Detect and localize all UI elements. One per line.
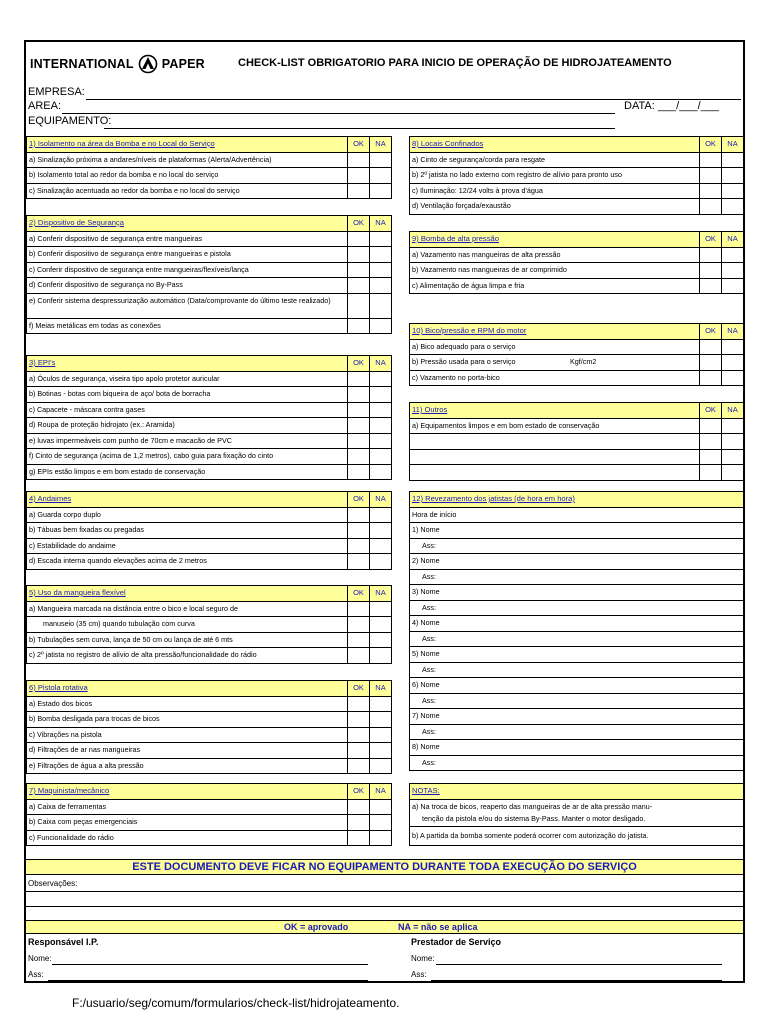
- check-item: b) Caixa com peças emergenciais: [27, 815, 348, 830]
- ok-box[interactable]: [348, 800, 370, 815]
- jatista-name-field[interactable]: 5) Nome: [410, 647, 744, 663]
- ok-box[interactable]: [700, 465, 722, 480]
- check-item: a) Caixa de ferramentas: [27, 800, 348, 815]
- section-10: 10) Bico/pressão e RPM do motor OK NA a) Bico adequado para o serviço b) Pressão usada para o serviço Kgf/cm2 c) Vazamento no porta-bico: [409, 323, 744, 386]
- check-item: a) Bico adequado para o serviço: [410, 340, 700, 355]
- jatista-sign-field[interactable]: Ass:: [410, 663, 744, 679]
- responsavel-title: Responsável I.P.: [28, 937, 99, 947]
- na-box[interactable]: [722, 371, 744, 386]
- na-box[interactable]: [370, 418, 392, 433]
- ok-box[interactable]: [348, 815, 370, 830]
- brand-right: PAPER: [161, 57, 205, 71]
- check-item[interactable]: [410, 434, 700, 449]
- observacoes-label: Observações:: [28, 879, 78, 888]
- check-item: [410, 355, 700, 370]
- ok-box[interactable]: [700, 153, 722, 168]
- na-box[interactable]: [370, 648, 392, 663]
- ok-box[interactable]: [700, 434, 722, 449]
- section-2: 2) Dispositivo de Segurança OK NA a) Conferir dispositivo de segurança entre mangueiras b) Conferir dispositivo de segurança entre mangueiras e pistola c) Conferir dispositivo de segurança entre mangueiras/flexíveis/lança d) Conferir dispositivo de segurança no By-Pass e) Conferir sistema despressurização automático (Data/comprovante do último teste realizado) f) Meias metálicas em todas as conexões: [26, 215, 392, 334]
- check-item: a) Estado dos bicos: [27, 697, 348, 712]
- section-6: 6) Pistola rotativa OK NA a) Estado dos bicos b) Bomba desligada para trocas de bicos c) Vibrações na pistola d) Filtrações de ar nas mangueiras e) Filtrações de água a alta pressão: [26, 680, 392, 774]
- pressure-unit: Kgf/cm2: [570, 357, 597, 366]
- check-item: c) Sinalização acentuada ao redor da bomba e no local do serviço: [27, 184, 348, 199]
- na-box[interactable]: [370, 465, 392, 480]
- na-box[interactable]: [370, 278, 392, 293]
- check-item: d) Conferir dispositivo de segurança no By-Pass: [27, 278, 348, 293]
- note-line: b) A partida da bomba somente poderá ocorrer com autorização do jatista.: [410, 827, 744, 846]
- jatista-name-field[interactable]: 7) Nome: [410, 709, 744, 725]
- ok-box[interactable]: [348, 465, 370, 480]
- check-item: g) EPIs estão limpos e em bom estado de conservação: [27, 465, 348, 480]
- na-box[interactable]: [370, 800, 392, 815]
- section-7: 7) Maquinista/mecânico OK NA a) Caixa de ferramentas b) Caixa com peças emergenciais c) Funcionalidade do rádio: [26, 783, 392, 846]
- check-item: e) Filtrações de água a alta pressão: [27, 759, 348, 774]
- ok-box[interactable]: [348, 153, 370, 168]
- start-time-field[interactable]: Hora de início: [410, 508, 744, 524]
- area-label: AREA:: [28, 100, 62, 112]
- note-line: a) Na troca de bicos, reaperto das mangueiras de ar de alta pressão manu-: [410, 800, 744, 813]
- check-item: b) Tábuas bem fixadas ou pregadas: [27, 523, 348, 538]
- section-8: 8) Locais Confinados OK NA a) Cinto de segurança/corda para resgate b) 2º jatista no lado externo com registro de alívio para pronto uso c) Iluminação: 12/24 volts à prova d'água d) Ventilação forçada/exaustão: [409, 136, 744, 215]
- na-box[interactable]: [722, 450, 744, 465]
- na-box[interactable]: [722, 153, 744, 168]
- na-box[interactable]: [370, 523, 392, 538]
- jatista-sign-field[interactable]: Ass:: [410, 725, 744, 741]
- check-item[interactable]: [410, 465, 700, 480]
- ok-box[interactable]: [348, 633, 370, 648]
- na-box[interactable]: [370, 184, 392, 199]
- ok-box[interactable]: [700, 371, 722, 386]
- check-item[interactable]: [410, 450, 700, 465]
- section-11: 11) Outros OK NA a) Equipamentos limpos e em bom estado de conservação: [409, 402, 744, 481]
- ok-box[interactable]: [700, 199, 722, 214]
- jatista-sign-field[interactable]: Ass:: [410, 756, 744, 772]
- na-box[interactable]: [370, 232, 392, 247]
- ok-box[interactable]: [348, 617, 370, 632]
- jatista-name-field[interactable]: 2) Nome: [410, 554, 744, 570]
- na-box[interactable]: [370, 263, 392, 278]
- ok-box[interactable]: [348, 712, 370, 727]
- ok-box[interactable]: [700, 248, 722, 263]
- na-box[interactable]: [370, 759, 392, 774]
- na-box[interactable]: [722, 465, 744, 480]
- legend-na: NA = não se aplica: [398, 922, 478, 932]
- section-4: 4) Andaimes OK NA a) Guarda corpo duplo b) Tábuas bem fixadas ou pregadas c) Estabilidade do andaime d) Escada interna quando elevações acima de 2 metros: [26, 491, 392, 570]
- na-box[interactable]: [722, 168, 744, 183]
- check-item: e) luvas impermeáveis com punho de 70cm e macacão de PVC: [27, 434, 348, 449]
- section-9: 9) Bomba de alta pressão OK NA a) Vazamento nas mangueiras de alta pressão b) Vazamento nas mangueiras de ar comprimido c) Alimentação de água limpa e fria: [409, 231, 744, 294]
- na-box[interactable]: [370, 319, 392, 334]
- ok-box[interactable]: [348, 728, 370, 743]
- ok-box[interactable]: [700, 263, 722, 278]
- ok-box[interactable]: [348, 319, 370, 334]
- section-title: 3) EPI's: [27, 356, 348, 371]
- na-box[interactable]: [370, 712, 392, 727]
- legend-ok: OK = aprovado: [284, 922, 349, 932]
- checklist-sheet: [24, 40, 745, 983]
- jatista-sign-field[interactable]: Ass:: [410, 570, 744, 586]
- section-title: 8) Locais Confinados: [410, 137, 700, 152]
- area-field[interactable]: [62, 113, 615, 114]
- ok-box[interactable]: [348, 294, 370, 318]
- na-box[interactable]: [370, 831, 392, 846]
- responsavel-nome-label: Nome:: [28, 954, 52, 963]
- equipamento-field[interactable]: [104, 128, 615, 129]
- section-title: 1) Isolamento na área da Bomba e no Local do Serviço: [27, 137, 348, 152]
- section-title: 4) Andaimes: [27, 492, 348, 507]
- check-item: a) Sinalização próxima a andares/níveis de plataformas (Alerta/Advertência): [27, 153, 348, 168]
- na-box[interactable]: [370, 743, 392, 758]
- legend: [26, 920, 743, 934]
- ok-box[interactable]: [348, 434, 370, 449]
- section-1: 1) Isolamento na área da Bomba e no Local do Serviço OK NA a) Sinalização próxima a andares/níveis de plataformas (Alerta/Advertência) b) Isolamento total ao redor da bomba e no local do serviço c) Sinalização acentuada ao redor da bomba e no local do serviço: [26, 136, 392, 199]
- na-box[interactable]: [722, 199, 744, 214]
- check-item: b) Isolamento total ao redor da bomba e no local do serviço: [27, 168, 348, 183]
- equipamento-label: EQUIPAMENTO:: [28, 115, 112, 127]
- section-title: 2) Dispositivo de Segurança: [27, 216, 348, 231]
- jatista-sign-field[interactable]: Ass:: [410, 539, 744, 555]
- jatista-name-field[interactable]: 8) Nome: [410, 740, 744, 756]
- section-12-jatistas: [409, 491, 744, 771]
- check-item: c) Funcionalidade do rádio: [27, 831, 348, 846]
- ok-box[interactable]: [348, 602, 370, 617]
- na-box[interactable]: [722, 248, 744, 263]
- na-box[interactable]: [722, 419, 744, 434]
- responsavel-ass-field[interactable]: [48, 980, 368, 981]
- check-item: c) Estabilidade do andaime: [27, 539, 348, 554]
- na-box[interactable]: [370, 168, 392, 183]
- section-title: 11) Outros: [410, 403, 700, 418]
- section-title: 12) Revezamento dos jatistas (de hora em hora): [410, 492, 744, 507]
- check-item: d) Filtrações de ar nas mangueiras: [27, 743, 348, 758]
- check-item: c) Capacete - máscara contra gases: [27, 403, 348, 418]
- prestador-nome-label: Nome:: [411, 954, 435, 963]
- responsavel-ass-label: Ass:: [28, 970, 44, 979]
- brand-left: INTERNATIONAL: [30, 57, 134, 71]
- ok-box[interactable]: [700, 340, 722, 355]
- na-box[interactable]: [370, 539, 392, 554]
- check-item: a) Equipamentos limpos e em bom estado de conservação: [410, 419, 700, 434]
- na-box[interactable]: [722, 355, 744, 370]
- na-box[interactable]: [370, 247, 392, 262]
- notes-title: NOTAS:: [410, 784, 744, 799]
- check-item: e) Conferir sistema despressurização automático (Data/comprovante do último teste realizado): [27, 294, 348, 318]
- ok-box[interactable]: [348, 554, 370, 569]
- check-item: c) 2º jatista no registro de alívio de alta pressão/funcionalidade do rádio: [27, 648, 348, 663]
- na-box[interactable]: [370, 153, 392, 168]
- na-box[interactable]: [370, 633, 392, 648]
- check-item: a) Conferir dispositivo de segurança entre mangueiras: [27, 232, 348, 247]
- check-item: b) Bomba desligada para trocas de bicos: [27, 712, 348, 727]
- obs-line[interactable]: [26, 906, 743, 907]
- ok-box[interactable]: [348, 403, 370, 418]
- section-title: 10) Bico/pressão e RPM do motor: [410, 324, 700, 339]
- na-box[interactable]: [722, 340, 744, 355]
- ok-box[interactable]: [348, 184, 370, 199]
- na-box[interactable]: [722, 279, 744, 294]
- ok-box[interactable]: [348, 278, 370, 293]
- check-item: c) Vazamento no porta-bico: [410, 371, 700, 386]
- company-logo: [30, 54, 205, 74]
- jatista-sign-field[interactable]: Ass:: [410, 694, 744, 710]
- notes-section: [409, 783, 744, 846]
- ok-box[interactable]: [700, 355, 722, 370]
- prestador-nome-field[interactable]: [436, 964, 722, 965]
- jatista-name-field[interactable]: 4) Nome: [410, 616, 744, 632]
- jatista-name-field[interactable]: 6) Nome: [410, 678, 744, 694]
- ok-box[interactable]: [348, 697, 370, 712]
- check-item: f) Cinto de segurança (acima de 1,2 metros), cabo guia para fixação do cinto: [27, 449, 348, 464]
- na-box[interactable]: [722, 263, 744, 278]
- document-banner: ESTE DOCUMENTO DEVE FICAR NO EQUIPAMENTO DURANTE TODA EXECUÇÃO DO SERVIÇO: [26, 859, 743, 875]
- ok-box[interactable]: [348, 232, 370, 247]
- section-5: 5) Uso da mangueira flexível OK NA a) Mangueira marcada na distância entre o bico e local seguro de manuseio (35 cm) quando tubulação com curva b) Tubulações sem curva, lança de 50 cm ou lança de até 6 mts c) 2º jatista no registro de alívio de alta pressão/funcionalidade do rádio: [26, 585, 392, 664]
- check-item: d) Escada interna quando elevações acima de 2 metros: [27, 554, 348, 569]
- section-3: 3) EPI's OK NA a) Óculos de segurança, viseira tipo apolo protetor auricular b) Botinas - botas com biqueira de aço/ bota de borracha c) Capacete - máscara contra gases d) Roupa de proteção hidrojato (ex.: Aramida) e) luvas impermeáveis com punho de 70cm e macacão de PVC f) Cinto de segurança (acima de 1,2 metros), cabo guia para fixação do cinto g) EPIs estão limpos e em bom estado de conservação: [26, 355, 392, 480]
- check-item: d) Ventilação forçada/exaustão: [410, 199, 700, 214]
- check-item: b) Conferir dispositivo de segurança entre mangueiras e pistola: [27, 247, 348, 262]
- data-field[interactable]: DATA: ___/___/___: [624, 100, 719, 112]
- check-item: b) 2º jatista no lado externo com registro de alívio para pronto uso: [410, 168, 700, 183]
- check-item-text: b) Pressão usada para o serviço: [412, 357, 516, 366]
- prestador-ass-field[interactable]: [431, 980, 722, 981]
- check-item: a) Cinto de segurança/corda para resgate: [410, 153, 700, 168]
- check-item: b) Botinas - botas com biqueira de aço/ bota de borracha: [27, 387, 348, 402]
- ok-box[interactable]: [348, 743, 370, 758]
- ok-box[interactable]: [348, 263, 370, 278]
- check-item: b) Tubulações sem curva, lança de 50 cm ou lança de até 6 mts: [27, 633, 348, 648]
- ok-box[interactable]: [348, 831, 370, 846]
- ok-box[interactable]: [700, 168, 722, 183]
- check-item: d) Roupa de proteção hidrojato (ex.: Aramida): [27, 418, 348, 433]
- na-box[interactable]: [370, 697, 392, 712]
- na-box[interactable]: [370, 449, 392, 464]
- na-box[interactable]: [370, 294, 392, 318]
- ok-box[interactable]: [348, 539, 370, 554]
- ok-box[interactable]: [700, 419, 722, 434]
- jatista-name-field[interactable]: 1) Nome: [410, 523, 744, 539]
- ok-box[interactable]: [348, 508, 370, 523]
- section-title: 9) Bomba de alta pressão: [410, 232, 700, 247]
- na-box[interactable]: [370, 617, 392, 632]
- na-box[interactable]: [370, 387, 392, 402]
- jatista-sign-field[interactable]: Ass:: [410, 601, 744, 617]
- check-item: a) Óculos de segurança, viseira tipo apolo protetor auricular: [27, 372, 348, 387]
- ok-box[interactable]: [348, 449, 370, 464]
- file-path-footer: F:/usuario/seg/comum/formularios/check-list/hidrojateamento.: [72, 996, 400, 1010]
- check-item: manuseio (35 cm) quando tubulação com curva: [27, 617, 348, 632]
- check-item: a) Mangueira marcada na distância entre o bico e local seguro de: [27, 602, 348, 617]
- ok-box[interactable]: [700, 184, 722, 199]
- ok-box[interactable]: [348, 648, 370, 663]
- ok-box[interactable]: [348, 418, 370, 433]
- na-box[interactable]: [370, 554, 392, 569]
- check-item: a) Guarda corpo duplo: [27, 508, 348, 523]
- na-box[interactable]: [722, 184, 744, 199]
- check-item: f) Meias metálicas em todas as conexões: [27, 319, 348, 334]
- ok-box[interactable]: [700, 279, 722, 294]
- prestador-ass-label: Ass:: [411, 970, 427, 979]
- na-box[interactable]: [370, 508, 392, 523]
- jatista-sign-field[interactable]: Ass:: [410, 632, 744, 648]
- prestador-title: Prestador de Serviço: [411, 937, 502, 947]
- ok-box[interactable]: [348, 168, 370, 183]
- na-box[interactable]: [370, 815, 392, 830]
- responsavel-nome-field[interactable]: [52, 964, 368, 965]
- check-item: b) Vazamento nas mangueiras de ar comprimido: [410, 263, 700, 278]
- ok-box[interactable]: [348, 372, 370, 387]
- ip-logo-icon: [138, 54, 158, 74]
- document-title: CHECK-LIST OBRIGATORIO PARA INICIO DE OPERAÇÃO DE HIDROJATEAMENTO: [238, 57, 672, 69]
- ok-box[interactable]: [348, 523, 370, 538]
- jatista-name-field[interactable]: 3) Nome: [410, 585, 744, 601]
- ok-box[interactable]: [348, 247, 370, 262]
- check-item: c) Alimentação de água limpa e fria: [410, 279, 700, 294]
- na-box[interactable]: [722, 434, 744, 449]
- check-item: c) Iluminação: 12/24 volts à prova d'água: [410, 184, 700, 199]
- ok-box[interactable]: [348, 387, 370, 402]
- na-box[interactable]: [370, 403, 392, 418]
- section-title: 5) Uso da mangueira flexível: [27, 586, 348, 601]
- check-item: a) Vazamento nas mangueiras de alta pressão: [410, 248, 700, 263]
- empresa-label: EMPRESA:: [28, 86, 85, 98]
- check-item: c) Conferir dispositivo de segurança entre mangueiras/flexíveis/lança: [27, 263, 348, 278]
- na-box[interactable]: [370, 602, 392, 617]
- section-title: 7) Maquinista/mecânico: [27, 784, 348, 799]
- na-box[interactable]: [370, 434, 392, 449]
- check-item: c) Vibrações na pistola: [27, 728, 348, 743]
- ok-box[interactable]: [348, 759, 370, 774]
- na-box[interactable]: [370, 372, 392, 387]
- section-title: 6) Pistola rotativa: [27, 681, 348, 696]
- obs-line[interactable]: [26, 891, 743, 892]
- ok-box[interactable]: [700, 450, 722, 465]
- na-box[interactable]: [370, 728, 392, 743]
- note-line: tenção da pistola e/ou do sistema By-Pass. Manter o motor desligado.: [410, 813, 744, 827]
